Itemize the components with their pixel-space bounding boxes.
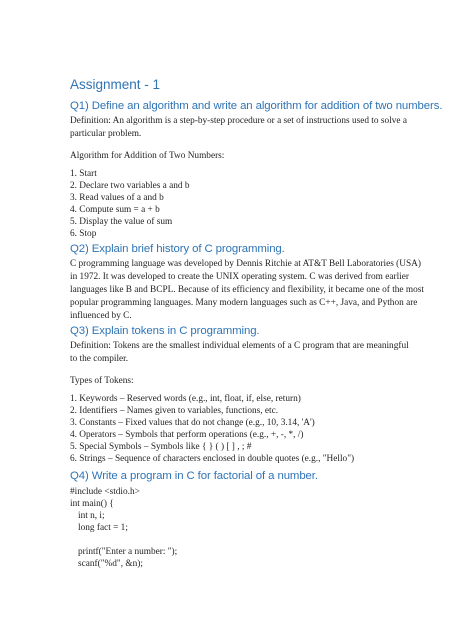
q2-heading: Q2) Explain brief history of C programming. <box>70 243 285 255</box>
q4-heading: Q4) Write a program in C for factorial of a number. <box>70 470 318 482</box>
q3-definition-line: to the compiler. <box>70 354 129 364</box>
q1-step: 6. Stop <box>70 229 97 239</box>
page-title: Assignment - 1 <box>70 77 161 92</box>
q1-heading: Q1) Define an algorithm and write an algorithm for addition of two numbers. <box>70 100 443 112</box>
code-line: long fact = 1; <box>78 523 128 533</box>
q3-token-type: 2. Identifiers – Names given to variables, functions, etc. <box>70 406 279 416</box>
q1-step: 5. Display the value of sum <box>70 217 173 227</box>
q3-token-type: 4. Operators – Symbols that perform operations (e.g., +, -, *, /) <box>70 430 304 440</box>
q2-line: popular programming languages. Many modern languages such as C++, Java, and Python are <box>70 298 418 308</box>
code-line: int main() { <box>70 499 114 509</box>
code-line: scanf("%d", &n); <box>78 559 143 569</box>
q1-algorithm-title: Algorithm for Addition of Two Numbers: <box>70 151 225 161</box>
q2-line: C programming language was developed by Dennis Ritchie at AT&T Bell Laboratories (USA) <box>70 259 421 269</box>
q1-step: 4. Compute sum = a + b <box>70 205 160 215</box>
q3-token-type: 1. Keywords – Reserved words (e.g., int, float, if, else, return) <box>70 394 301 404</box>
q3-token-type: 6. Strings – Sequence of characters enclosed in double quotes (e.g., "Hello") <box>70 454 355 464</box>
q3-token-type: 5. Special Symbols – Symbols like { } ( ) [ ] , ; # <box>70 442 252 452</box>
q3-token-type: 3. Constants – Fixed values that do not change (e.g., 10, 3.14, 'A') <box>70 418 315 428</box>
code-line: printf("Enter a number: "); <box>78 547 178 557</box>
q1-step: 3. Read values of a and b <box>70 193 164 203</box>
q1-step: 1. Start <box>70 169 97 179</box>
q2-line: influenced by C. <box>70 311 132 321</box>
code-line: #include <stdio.h> <box>70 487 140 497</box>
q3-definition-line: Definition: Tokens are the smallest individual elements of a C program that are meaningful <box>70 341 409 351</box>
code-line: int n, i; <box>78 511 105 521</box>
q2-line: in 1972. It was developed to create the UNIX operating system. C was derived from earlier <box>70 272 409 282</box>
q1-step: 2. Declare two variables a and b <box>70 181 190 191</box>
q1-definition-line: Definition: An algorithm is a step-by-step procedure or a set of instructions used to solve a <box>70 116 407 126</box>
q3-types-title: Types of Tokens: <box>70 376 134 386</box>
q1-definition-line: particular problem. <box>70 129 142 139</box>
q2-line: languages like B and BCPL. Because of its efficiency and flexibility, it became one of the most <box>70 285 424 295</box>
q3-heading: Q3) Explain tokens in C programming. <box>70 325 260 337</box>
